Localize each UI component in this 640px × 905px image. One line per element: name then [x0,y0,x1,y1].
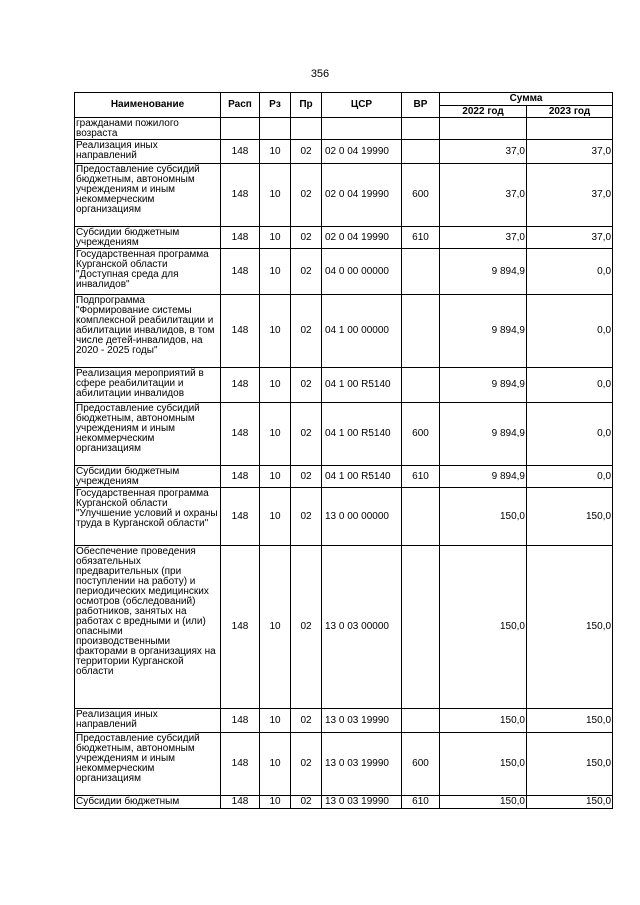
row-rz: 10 [260,368,291,403]
row-pr [291,118,322,140]
row-sum-2023: 0,0 [527,249,613,295]
row-vr: 610 [402,466,440,488]
row-rz: 10 [260,164,291,227]
header-csr: ЦСР [322,93,402,118]
row-pr: 02 [291,466,322,488]
row-csr: 04 1 00 00000 [322,295,402,368]
header-vr: ВР [402,93,440,118]
row-sum-2023: 0,0 [527,368,613,403]
row-sum-2022 [440,118,527,140]
row-sum-2022: 150,0 [440,546,527,709]
table-row [75,403,613,466]
table-row [75,249,613,295]
row-sum-2023: 0,0 [527,403,613,466]
row-sum-2022: 37,0 [440,227,527,249]
row-csr: 13 0 00 00000 [322,488,402,546]
row-name: Субсидии бюджетным учреждениям [75,466,221,488]
header-sum: Сумма [440,93,613,106]
row-rz: 10 [260,546,291,709]
table-row [75,733,613,796]
row-vr: 600 [402,164,440,227]
row-rasp [221,118,260,140]
row-rz: 10 [260,403,291,466]
row-rasp: 148 [221,709,260,733]
row-sum-2022: 9 894,9 [440,249,527,295]
row-csr: 13 0 03 19990 [322,733,402,796]
row-rz: 10 [260,709,291,733]
row-pr: 02 [291,488,322,546]
row-rz: 10 [260,466,291,488]
row-name: Предоставление субсидий бюджетным, автономным учреждениям и иным некоммерческим организациям [75,164,221,227]
row-pr: 02 [291,164,322,227]
row-csr: 04 0 00 00000 [322,249,402,295]
row-sum-2023: 150,0 [527,796,613,809]
row-sum-2022: 150,0 [440,488,527,546]
row-pr: 02 [291,733,322,796]
row-rasp: 148 [221,403,260,466]
row-rasp: 148 [221,227,260,249]
row-name: Предоставление субсидий бюджетным, автономным учреждениям и иным некоммерческим организациям [75,403,221,466]
budget-table [74,92,613,809]
row-rasp: 148 [221,249,260,295]
row-name: Субсидии бюджетным учреждениям [75,227,221,249]
row-rz: 10 [260,295,291,368]
table-row [75,227,613,249]
row-rasp: 148 [221,140,260,164]
row-name: Субсидии бюджетным [75,796,221,809]
row-vr [402,249,440,295]
page-number: 356 [310,68,330,80]
row-pr: 02 [291,227,322,249]
row-rz: 10 [260,796,291,809]
header-rasp: Расп [221,93,260,118]
table-row [75,368,613,403]
row-vr [402,295,440,368]
row-rasp: 148 [221,466,260,488]
row-sum-2023 [527,118,613,140]
row-vr: 610 [402,796,440,809]
row-rasp: 148 [221,368,260,403]
row-pr: 02 [291,249,322,295]
row-name: Реализация иных направлений [75,140,221,164]
row-vr: 600 [402,733,440,796]
header-year-2023: 2023 год [527,106,613,118]
row-pr: 02 [291,709,322,733]
table-row [75,709,613,733]
row-rasp: 148 [221,164,260,227]
row-pr: 02 [291,140,322,164]
row-name: Подпрограмма "Формирование системы комплексной реабилитации и абилитации инвалидов, в том числе детей-инвалидов, на 2020 - 2025 годы" [75,295,221,368]
row-csr: 04 1 00 R5140 [322,368,402,403]
row-sum-2023: 0,0 [527,466,613,488]
row-sum-2022: 9 894,9 [440,466,527,488]
row-sum-2022: 37,0 [440,164,527,227]
table-row [75,295,613,368]
row-name: Государственная программа Курганской области "Доступная среда для инвалидов" [75,249,221,295]
row-csr [322,118,402,140]
row-pr: 02 [291,403,322,466]
row-pr: 02 [291,796,322,809]
row-vr [402,488,440,546]
row-csr: 04 1 00 R5140 [322,403,402,466]
row-rasp: 148 [221,295,260,368]
row-rasp: 148 [221,488,260,546]
table-row [75,546,613,709]
row-csr: 13 0 03 19990 [322,796,402,809]
row-rz: 10 [260,488,291,546]
row-rasp: 148 [221,796,260,809]
row-vr [402,709,440,733]
row-vr [402,368,440,403]
row-csr: 13 0 03 00000 [322,546,402,709]
row-pr: 02 [291,295,322,368]
row-name: Обеспечение проведения обязательных предварительных (при поступлении на работу) и периодических медицинских осмотров (обследований) работников, занятых на работах с вредными и (или) опасными производственными факторами в организациях на территории Курганской области [75,546,221,709]
row-csr: 02 0 04 19990 [322,140,402,164]
row-rasp: 148 [221,546,260,709]
row-rz: 10 [260,140,291,164]
row-sum-2022: 9 894,9 [440,403,527,466]
row-sum-2023: 37,0 [527,140,613,164]
header-year-2022: 2022 год [440,106,527,118]
row-name: Государственная программа Курганской области "Улучшение условий и охраны труда в Курганской области" [75,488,221,546]
row-rz [260,118,291,140]
row-name: Реализация мероприятий в сфере реабилитации и абилитации инвалидов [75,368,221,403]
row-sum-2022: 9 894,9 [440,368,527,403]
table-row [75,796,613,809]
row-sum-2023: 150,0 [527,733,613,796]
header-rz: Рз [260,93,291,118]
row-sum-2022: 150,0 [440,796,527,809]
header-pr: Пр [291,93,322,118]
row-sum-2023: 150,0 [527,546,613,709]
row-sum-2023: 37,0 [527,164,613,227]
row-vr: 600 [402,403,440,466]
row-sum-2023: 37,0 [527,227,613,249]
row-sum-2023: 150,0 [527,709,613,733]
row-name: Предоставление субсидий бюджетным, автономным учреждениям и иным некоммерческим организациям [75,733,221,796]
row-pr: 02 [291,546,322,709]
row-sum-2022: 150,0 [440,733,527,796]
row-rz: 10 [260,227,291,249]
row-rz: 10 [260,733,291,796]
row-rz: 10 [260,249,291,295]
row-csr: 04 1 00 R5140 [322,466,402,488]
header-name: Наименование [75,93,221,118]
table-row [75,140,613,164]
row-vr [402,140,440,164]
row-sum-2022: 150,0 [440,709,527,733]
row-rasp: 148 [221,733,260,796]
row-vr [402,546,440,709]
row-sum-2023: 150,0 [527,488,613,546]
row-name: гражданами пожилого возраста [75,118,221,140]
table-row [75,466,613,488]
row-csr: 02 0 04 19990 [322,227,402,249]
table-row [75,164,613,227]
table-row [75,118,613,140]
row-vr [402,118,440,140]
row-pr: 02 [291,368,322,403]
row-csr: 13 0 03 19990 [322,709,402,733]
row-vr: 610 [402,227,440,249]
table-row [75,488,613,546]
row-sum-2022: 37,0 [440,140,527,164]
row-sum-2023: 0,0 [527,295,613,368]
row-sum-2022: 9 894,9 [440,295,527,368]
row-name: Реализация иных направлений [75,709,221,733]
row-csr: 02 0 04 19990 [322,164,402,227]
